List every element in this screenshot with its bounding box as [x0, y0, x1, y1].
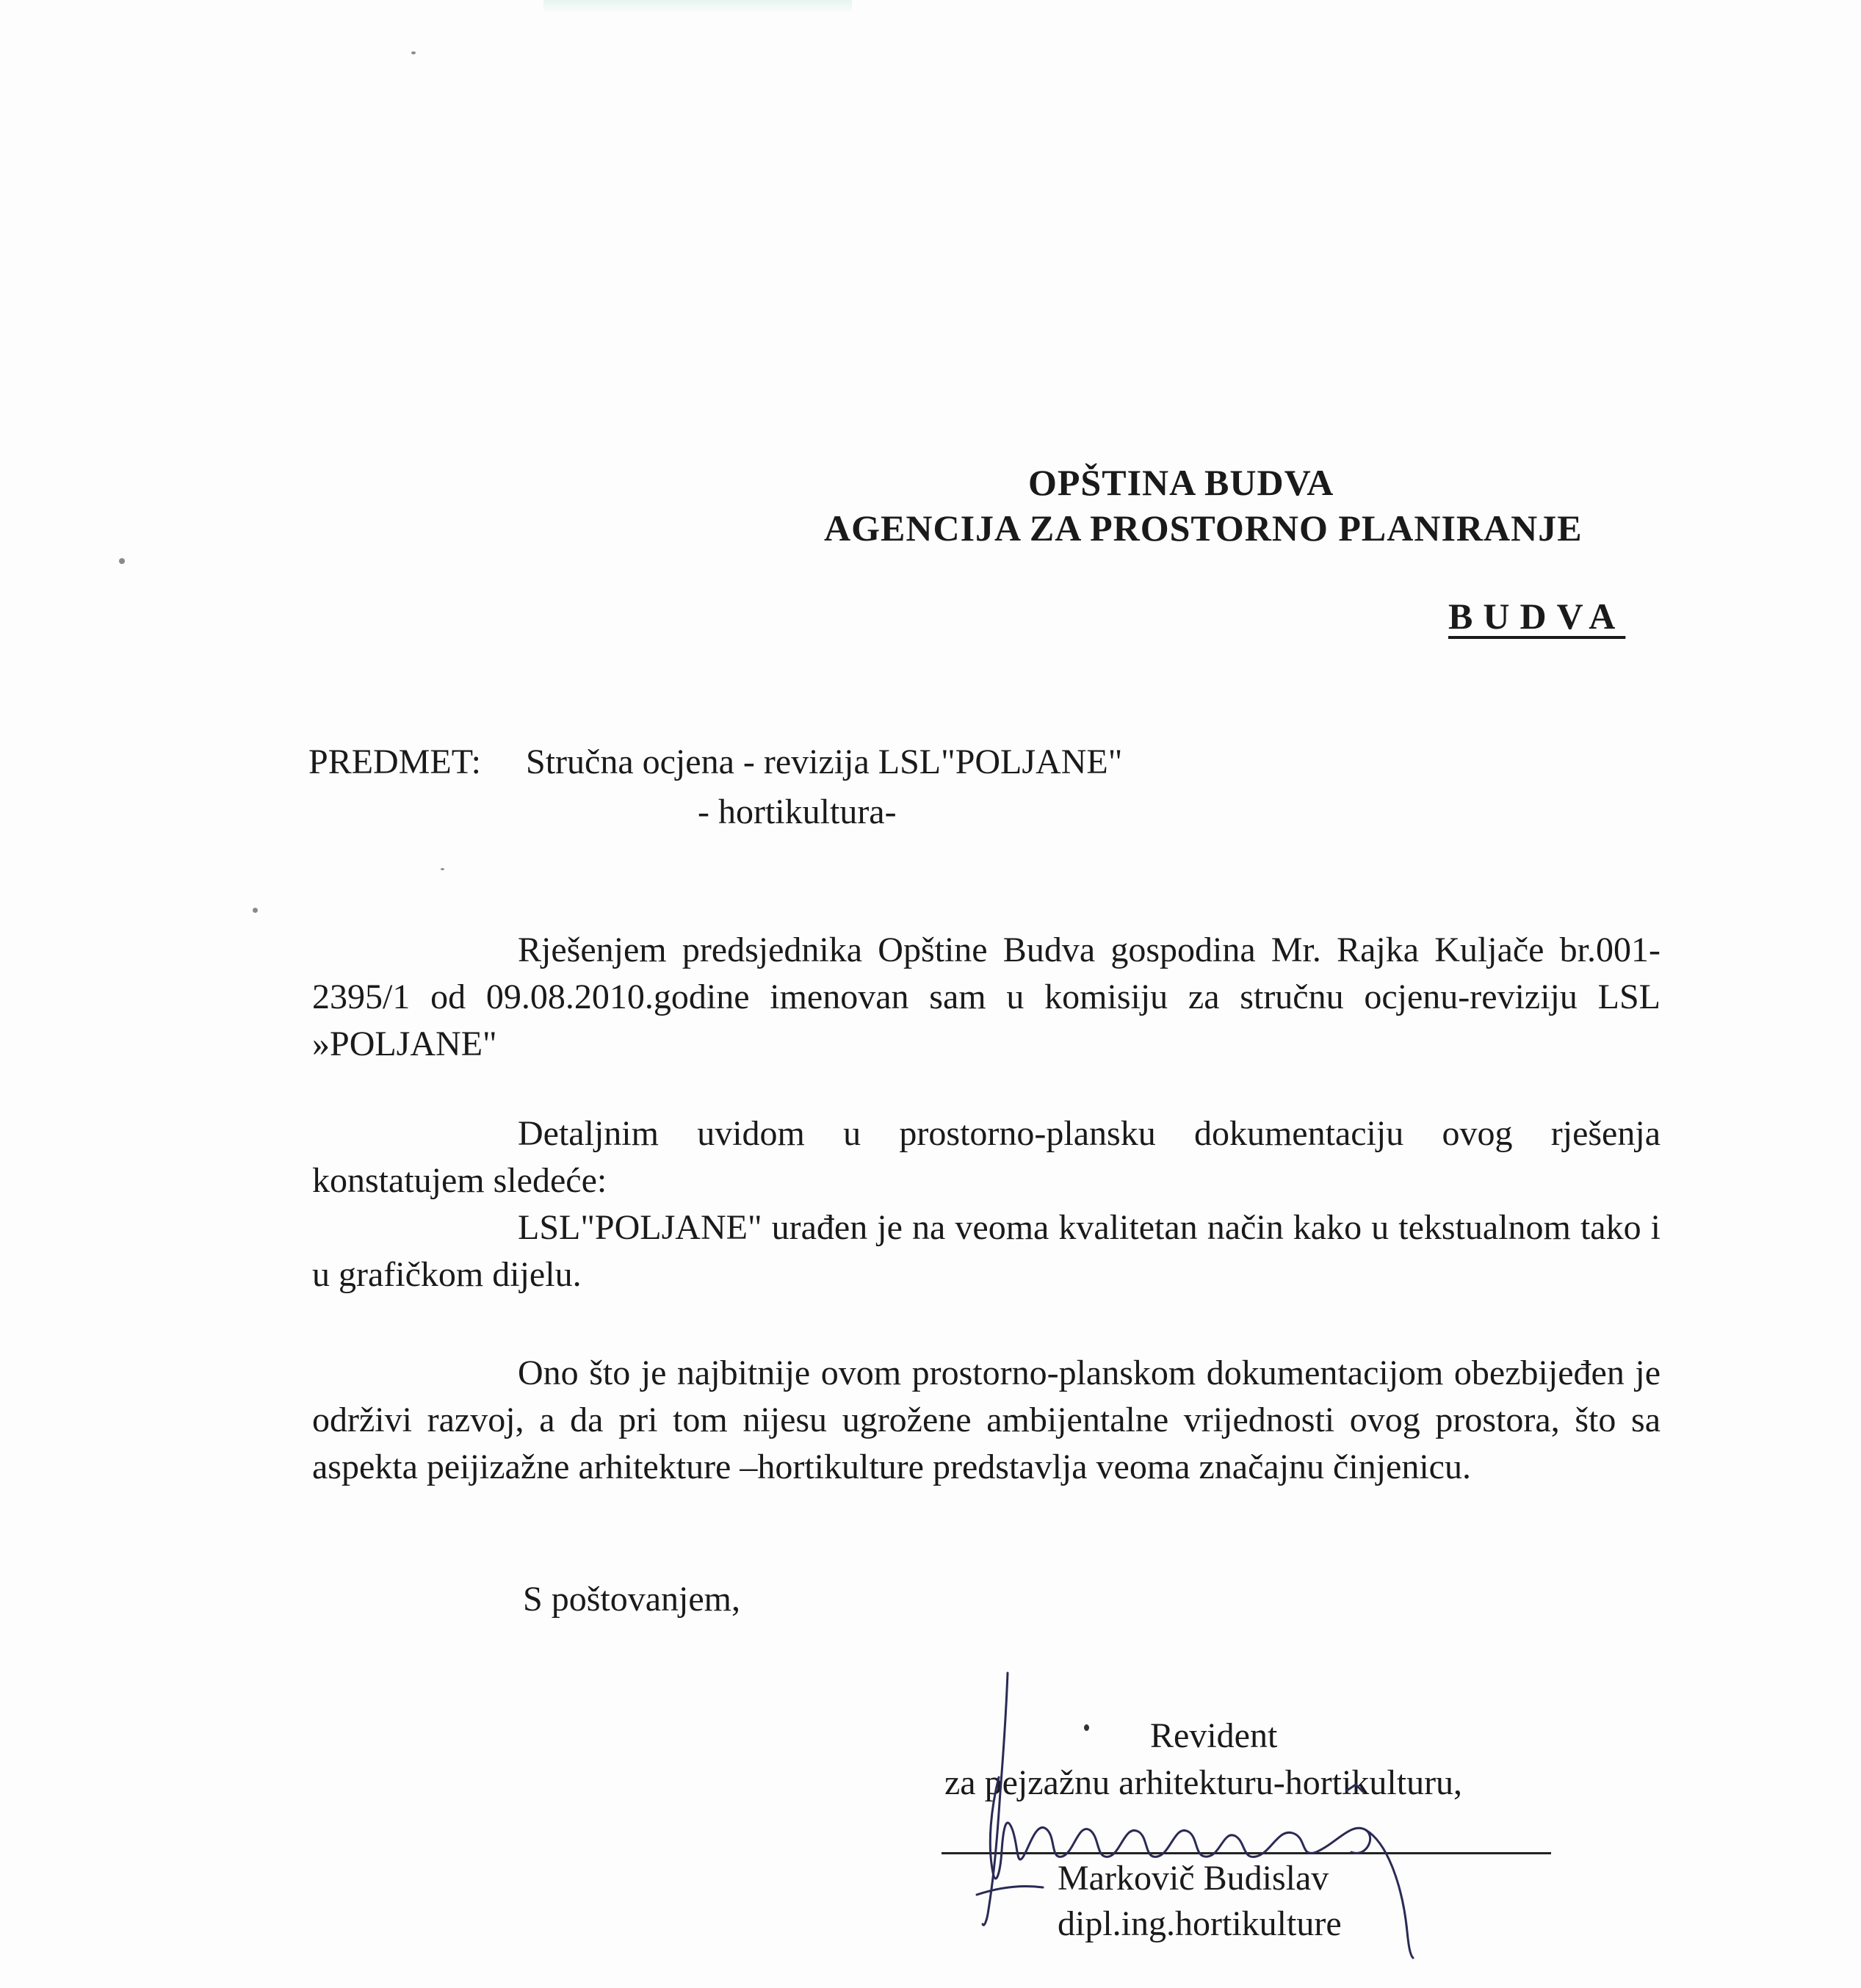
- paragraph-text: Ono što je najbitnije ovom prostorno-planskom dokumentacijom obezbijeđen je održivi razvoj, a da pri tom nijesu ugrožene ambijentalne vrijednosti ovog prostora, što sa aspekta peijizažne arhitekture –hortikulture predstavlja veoma značajnu činjenicu.: [312, 1353, 1661, 1486]
- header-municipality: OPŠTINA BUDVA: [1028, 462, 1334, 503]
- subject-text: Stručna ocjena - revizija LSL"POLJANE": [526, 742, 1123, 781]
- body-paragraph-2: [312, 1110, 1661, 1298]
- paragraph-2b: [312, 1204, 1661, 1298]
- subject-label: PREDMET:: [308, 742, 481, 781]
- paragraph-2a: [312, 1110, 1661, 1204]
- header-agency: AGENCIJA ZA PROSTORNO PLANIRANJE: [824, 507, 1583, 549]
- subject-line: [308, 742, 1122, 782]
- signatory-degree: dipl.ing.hortikulture: [1058, 1904, 1342, 1943]
- body-paragraph-3: [312, 1350, 1661, 1491]
- handwritten-signature: [955, 1667, 1513, 1961]
- header-city: BUDVA: [1448, 596, 1626, 637]
- scan-speck: [119, 558, 125, 564]
- signatory-department: za pejzažnu arhitekturu-hortikulturu,: [944, 1763, 1463, 1802]
- body-paragraph-1: [312, 927, 1661, 1068]
- scan-speck: [441, 868, 444, 870]
- signatory-title: Revident: [1150, 1716, 1278, 1755]
- scan-speck: [253, 908, 258, 913]
- paragraph-text: Detaljnim uvidom u prostorno-plansku dokumentaciju ovog rješenja konstatujem sledeće:: [312, 1114, 1661, 1200]
- subject-subtitle: - hortikultura-: [698, 792, 897, 831]
- paragraph-text: Rješenjem predsjednika Opštine Budva gospodina Mr. Rajka Kuljače br.001-2395/1 od 09.08.2010.godine imenovan sam u komisiju za stručnu ocjenu-reviziju LSL »POLJANE": [312, 930, 1661, 1063]
- scan-speck: [411, 51, 416, 54]
- signatory-name: Markovič Budislav: [1058, 1859, 1329, 1898]
- scan-artifact: [543, 0, 852, 13]
- paragraph-text: LSL"POLJANE" urađen je na veoma kvalitetan način kako u tekstualnom tako i u grafičkom dijelu.: [312, 1208, 1661, 1294]
- closing-salutation: S poštovanjem,: [523, 1580, 740, 1619]
